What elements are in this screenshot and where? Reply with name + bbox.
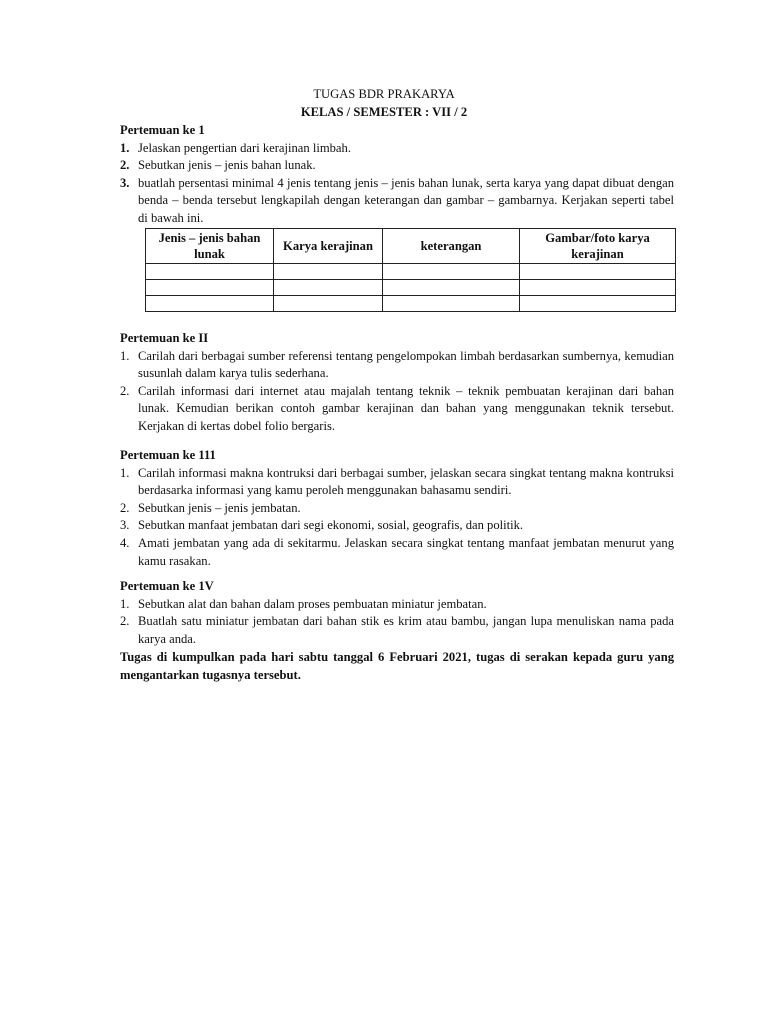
item-text: Carilah informasi makna kontruksi dari berbagai sumber, jelaskan secara singkat tentang makna kontruksi berdasarka informasi yang kamu peroleh menggunakan bahasamu sendiri. xyxy=(138,465,674,498)
table-row xyxy=(146,280,676,296)
item-text: Carilah informasi dari internet atau majalah tentang teknik – teknik pembuatan kerajinan dari bahan lunak. Kemudian berikan contoh gambar kerajinan dan bahan yang menggunakan teknik tersebut. Kerjakan di kertas dobel folio bergaris. xyxy=(138,383,674,433)
table-header-row xyxy=(146,229,676,264)
table-cell[interactable] xyxy=(274,296,383,312)
assignment-table xyxy=(145,228,676,312)
item-text: Sebutkan manfaat jembatan dari segi ekonomi, sosial, geografis, dan politik. xyxy=(138,518,524,533)
section-heading: Pertemuan ke II xyxy=(120,331,209,345)
table-cell[interactable] xyxy=(274,264,383,280)
table-header-cell: keterangan xyxy=(383,229,520,264)
item-text: Sebutkan jenis – jenis bahan lunak. xyxy=(138,158,316,173)
list-item xyxy=(120,500,674,518)
section-heading: Pertemuan ke 1V xyxy=(120,579,214,593)
table-cell[interactable] xyxy=(146,280,274,296)
list-item xyxy=(120,348,674,383)
item-text: Carilah dari berbagai sumber referensi tentang pengelompokan limbah berdasarkan sumbernya, kemudian susunlah dalam karya tulis sederhana. xyxy=(138,348,674,381)
item-text: buatlah persentasi minimal 4 jenis tentang jenis – jenis bahan lunak, serta karya yang dapat dibuat dengan benda – benda tersebut lengkapilah dengan keterangan dan gambar – gambarnya. Kerjakan seperti tabel di bawah ini. xyxy=(138,175,674,225)
item-number: 1. xyxy=(120,348,130,363)
list-item xyxy=(120,596,674,614)
list-item xyxy=(120,517,674,535)
table-cell[interactable] xyxy=(146,264,274,280)
table-row xyxy=(146,264,676,280)
section-heading: Pertemuan ke 111 xyxy=(120,448,216,462)
section-pertemuan-3 xyxy=(120,447,674,570)
item-text: Sebutkan alat dan bahan dalam proses pembuatan miniatur jembatan. xyxy=(138,596,487,611)
list-item xyxy=(120,140,674,158)
table-row xyxy=(146,296,676,312)
item-text: Buatlah satu miniatur jembatan dari bahan stik es krim atau bambu, jangan lupa menuliskan nama pada karya anda. xyxy=(138,614,674,646)
submission-note: Tugas di kumpulkan pada hari sabtu tanggal 6 Februari 2021, tugas di serakan kepada guru yang mengantarkan tugasnya tersebut. xyxy=(120,650,674,682)
table-header-cell: Gambar/foto karya kerajinan xyxy=(520,229,676,264)
table-cell[interactable] xyxy=(274,280,383,296)
item-number: 2. xyxy=(120,383,130,398)
item-number: 3. xyxy=(120,175,130,190)
list-item xyxy=(120,535,674,570)
table-cell[interactable] xyxy=(520,264,676,280)
item-number: 2. xyxy=(120,158,130,173)
table-header-cell: Karya kerajinan xyxy=(274,229,383,264)
section-heading: Pertemuan ke 1 xyxy=(120,123,205,137)
item-text: Amati jembatan yang ada di sekitarmu. Jelaskan secara singkat tentang manfaat jembatan menurut yang kamu rasakan. xyxy=(138,535,674,568)
section-pertemuan-1 xyxy=(120,122,674,228)
section-pertemuan-2 xyxy=(120,330,674,436)
item-number: 1. xyxy=(120,140,130,155)
document-title: TUGAS BDR PRAKARYA xyxy=(313,87,455,101)
item-number: 4. xyxy=(120,535,130,550)
table-header-cell: Jenis – jenis bahan lunak xyxy=(146,229,274,264)
document-subtitle: KELAS / SEMESTER : VII / 2 xyxy=(300,105,468,119)
table-cell[interactable] xyxy=(383,280,520,296)
section-pertemuan-4 xyxy=(120,578,674,648)
item-number: 3. xyxy=(120,518,130,533)
list-item xyxy=(120,383,674,436)
table-cell[interactable] xyxy=(520,280,676,296)
list-item xyxy=(120,465,674,500)
item-text: Jelaskan pengertian dari kerajinan limbah. xyxy=(138,140,351,155)
table-cell[interactable] xyxy=(383,264,520,280)
item-number: 1. xyxy=(120,596,130,611)
item-text: Sebutkan jenis – jenis jembatan. xyxy=(138,500,301,515)
list-item xyxy=(120,157,674,175)
item-number: 2. xyxy=(120,500,130,515)
item-number: 2. xyxy=(120,614,130,629)
list-item xyxy=(120,175,674,228)
item-number: 1. xyxy=(120,465,130,480)
table-cell[interactable] xyxy=(383,296,520,312)
list-item xyxy=(120,613,674,648)
table-cell[interactable] xyxy=(520,296,676,312)
table-cell[interactable] xyxy=(146,296,274,312)
